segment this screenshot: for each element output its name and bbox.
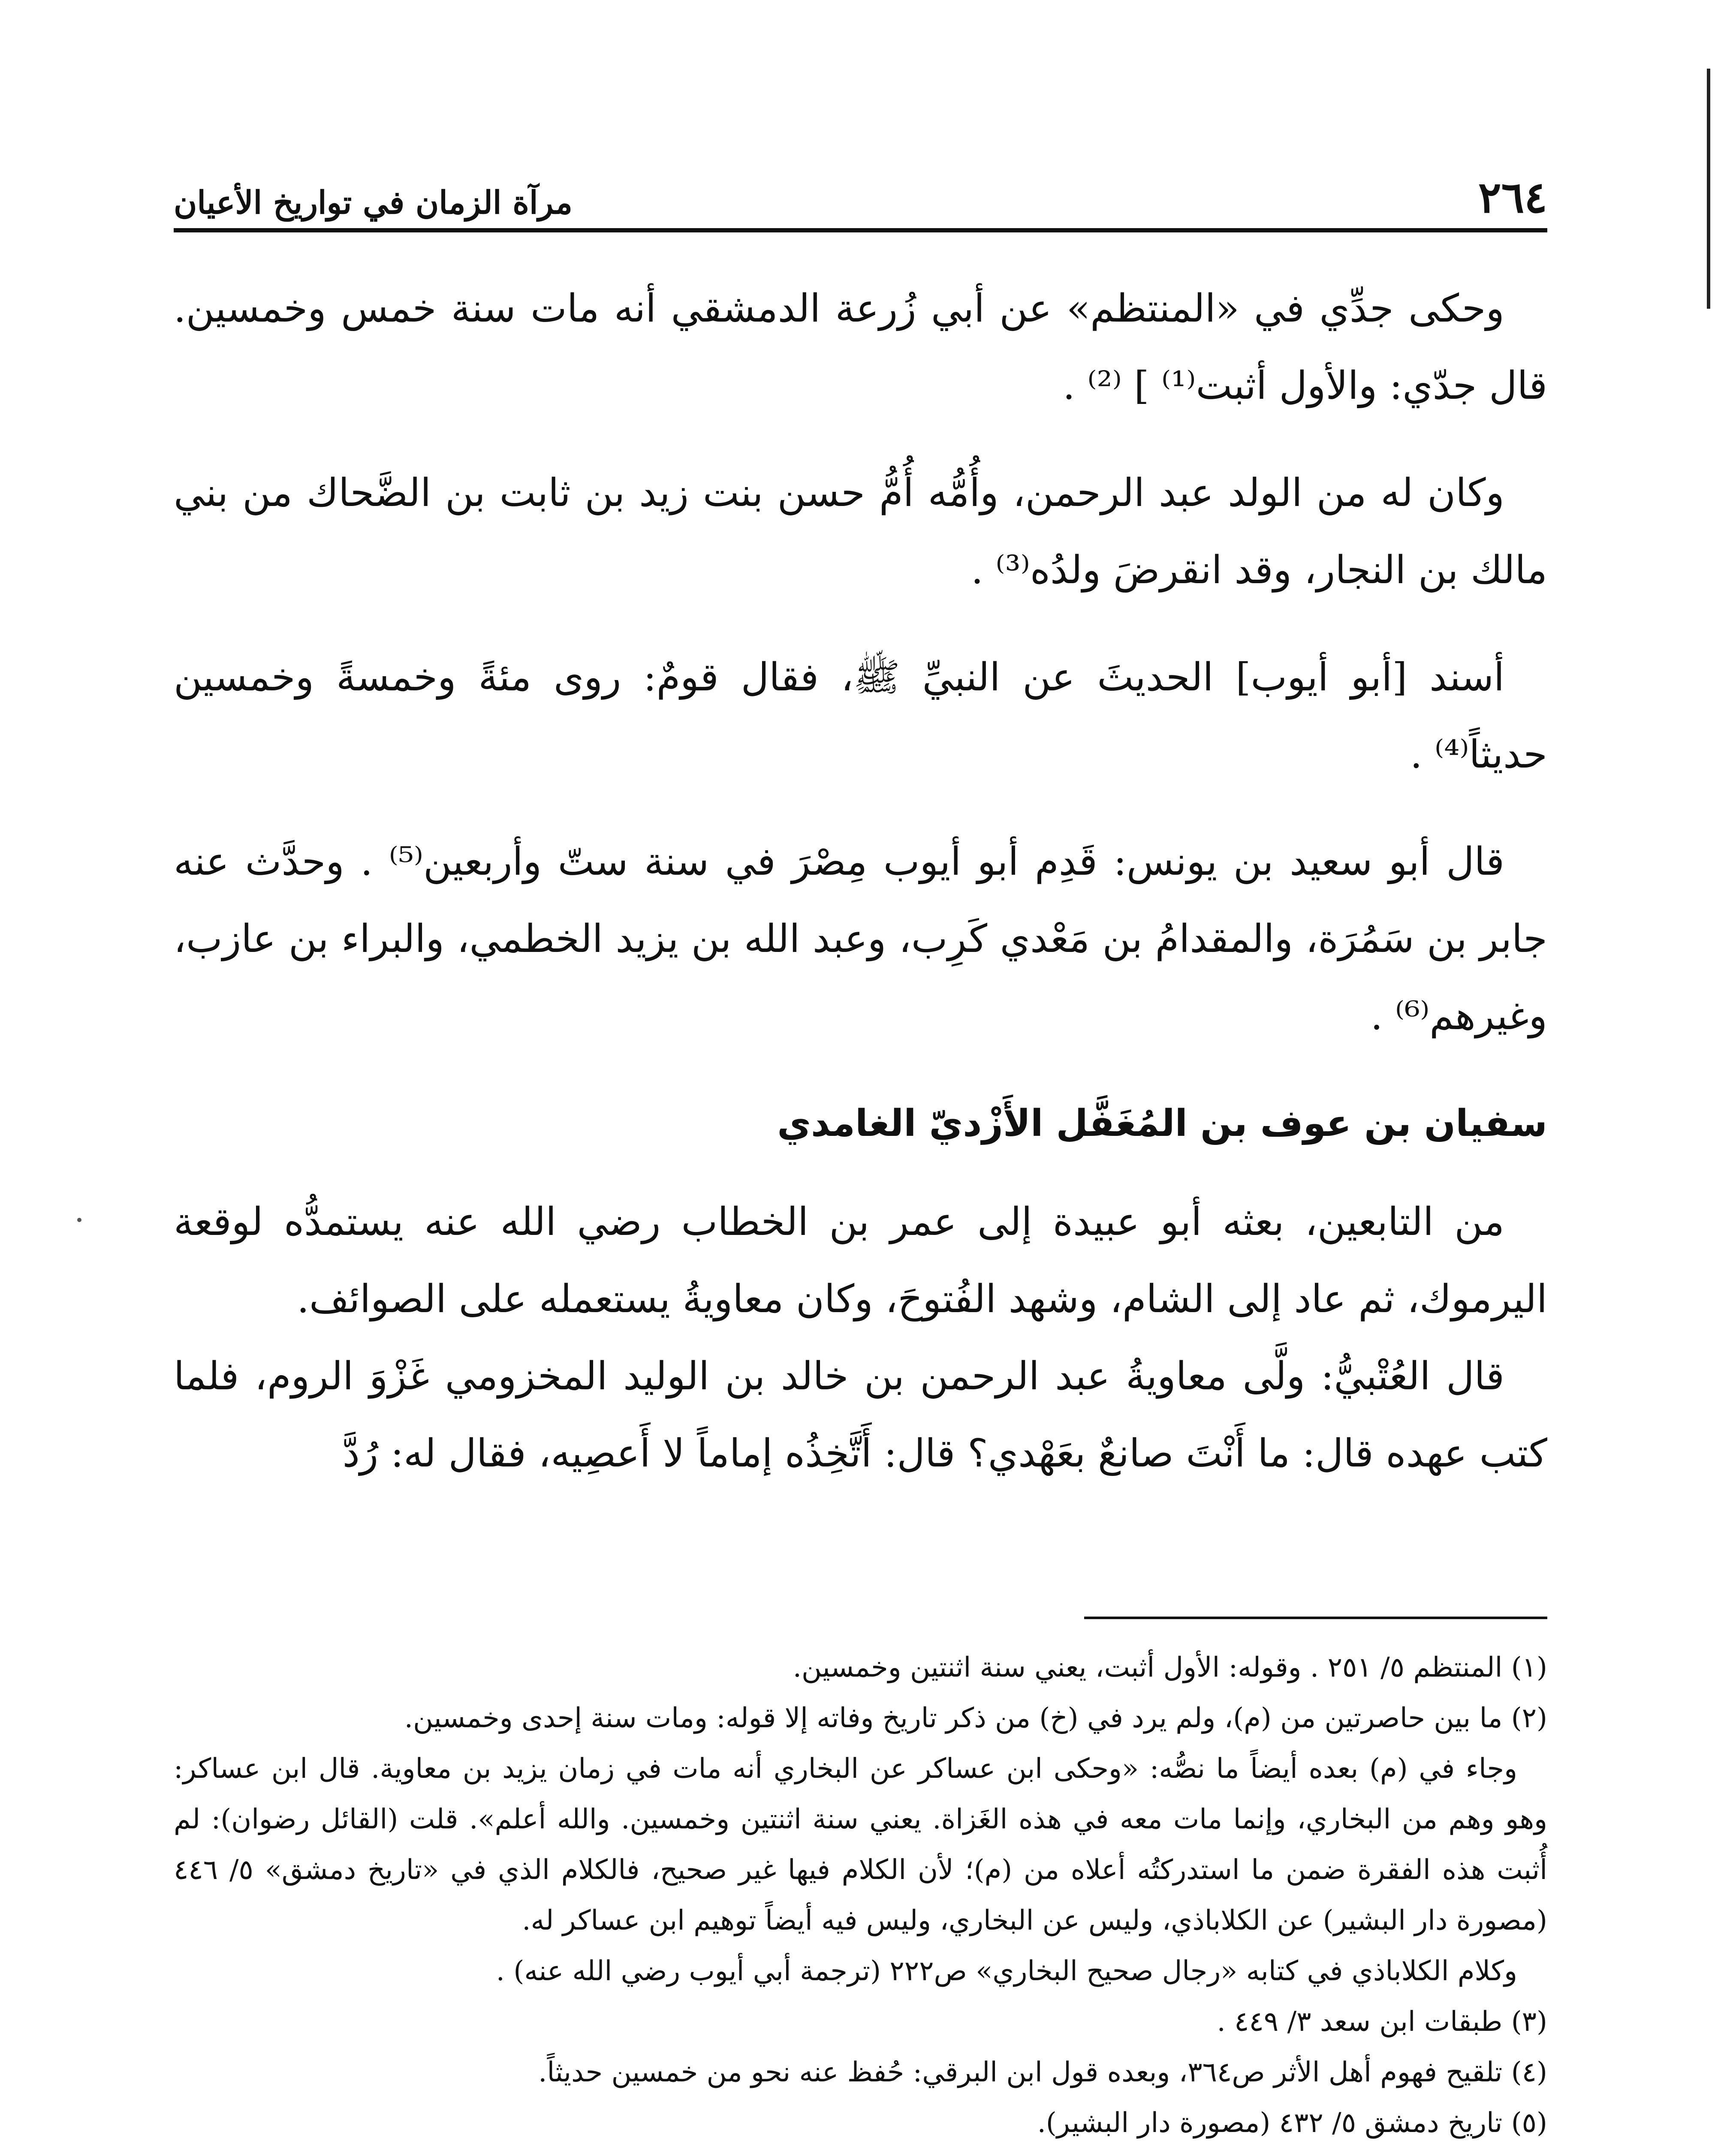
- footnote-divider: [1084, 1617, 1547, 1619]
- footnotes: [174, 1642, 1547, 2144]
- footnote-2-continuation-2: وكلام الكلاباذي في كتابه «رجال صحيح البخاري» ص٢٢٢ (ترجمة أبي أيوب رضي الله عنه) .: [496, 1955, 1517, 1987]
- footnote-4: (٤) تلقيح فهوم أهل الأثر ص٣٦٤، وبعده قول ابن البرقي: حُفظ عنه نحو من خمسين حديثاً.: [538, 2057, 1547, 2088]
- page-header: [174, 154, 1547, 232]
- paragraph-4: قال أبو سعيد بن يونس: قَدِم أبو أيوب مِصْرَ في سنة ستّ وأربعين⁽⁵⁾ . وحدَّث عنه جابر بن سَمُرَة، والمقدامُ بن مَعْدي كَرِب، وعبد الله بن يزيد الخطمي، والبراء بن عازب، وغيرهم⁽⁶⁾ .: [174, 839, 1547, 1039]
- footnote-2-continuation: وجاء في (م) بعده أيضاً ما نصُّه: «وحكى ابن عساكر عن البخاري أنه مات في زمان يزيد بن معاوية. قال ابن عساكر: وهو وهم من البخاري، وإنما مات معه في هذه الغَزاة. يعني سنة اثنتين وخمسين. والله أعلم». قلت (القائل رضوان): لم أُثبت هذه الفقرة ضمن ما استدركتُه أعلاه من (م)؛ لأن الكلام فيها غير صحيح، فالكلام الذي في «تاريخ دمشق» ٥/ ٤٤٦ (مصورة دار البشير) عن الكلاباذي، وليس عن البخاري، وليس فيه أيضاً توهيم ابن عساكر له.: [174, 1753, 1548, 1936]
- page-number: ٢٦٤: [1478, 172, 1547, 223]
- main-text: [174, 270, 1547, 1492]
- footnote-2: (٢) ما بين حاصرتين من (م)، ولم يرد في (خ) من ذكر تاريخ وفاته إلا قوله: ومات سنة إحدى وخمسين.: [404, 1702, 1547, 1734]
- margin-mark: [1707, 69, 1710, 309]
- running-title: مرآة الزمان في تواريخ الأعيان: [174, 184, 573, 221]
- section-heading: سفيان بن عوف بن المُغَفَّل الأَزْديّ الغامدي: [777, 1102, 1547, 1145]
- footnote-3: (٣) طبقات ابن سعد ٣/ ٤٤٩ .: [1217, 2006, 1547, 2038]
- paragraph-5: من التابعين، بعثه أبو عبيدة إلى عمر بن الخطاب رضي الله عنه يستمدُّه لوقعة اليرموك، ثم عاد إلى الشام، وشهد الفُتوحَ، وكان معاويةُ يستعمله على الصوائف.: [174, 1199, 1547, 1322]
- stray-dot: [77, 1218, 81, 1222]
- footnote-5: (٥) تاريخ دمشق ٥/ ٤٣٢ (مصورة دار البشير).: [1037, 2107, 1547, 2139]
- footnote-1: (١) المنتظم ٥/ ٢٥١ . وقوله: الأول أثبت، يعني سنة اثنتين وخمسين.: [793, 1652, 1547, 1683]
- paragraph-2: وكان له من الولد عبد الرحمن، وأُمُّه أُمُّ حسن بنت زيد بن ثابت بن الضَّحاك من بني مالك بن النجار، وقد انقرضَ ولدُه⁽³⁾ .: [174, 470, 1547, 593]
- paragraph-3: أسند [أبو أيوب] الحديثَ عن النبيِّ ﷺ، فقال قومٌ: روى مئةً وخمسةً وخمسين حديثاً⁽⁴⁾ .: [174, 655, 1547, 777]
- paragraph-1: وحكى جدِّي في «المنتظم» عن أبي زُرعة الدمشقي أنه مات سنة خمس وخمسين. قال جدّي: والأول أثبت⁽¹⁾ ] ⁽²⁾ .: [174, 286, 1547, 408]
- paragraph-6: قال العُتْبيُّ: ولَّى معاويةُ عبد الرحمن بن خالد بن الوليد المخزومي غَزْوَ الروم، فلما كتب عهده قال: ما أَنْتَ صانعٌ بعَهْدي؟ قال: أَتَّخِذُه إماماً لا أَعصِيه، فقال له: رُدَّ: [174, 1354, 1547, 1476]
